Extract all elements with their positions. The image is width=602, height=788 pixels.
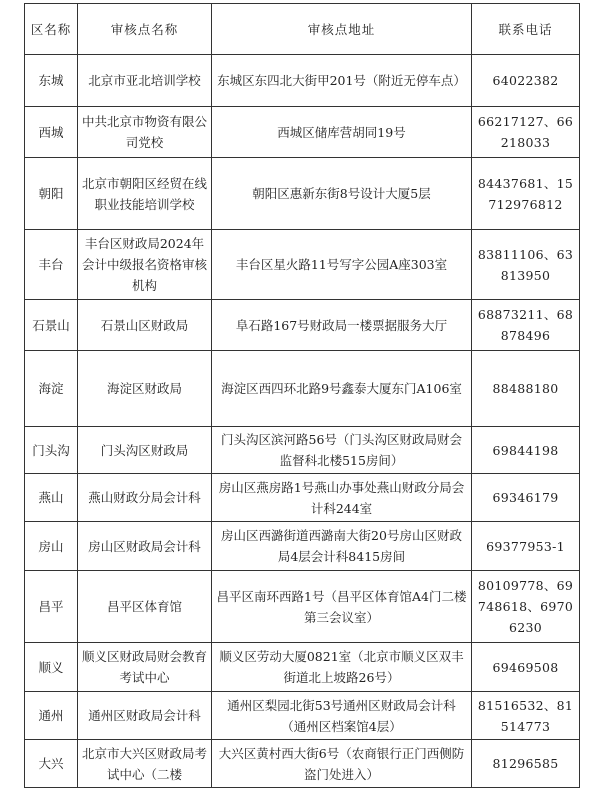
table-row — [25, 351, 580, 427]
district-cell: 西城 — [25, 107, 78, 158]
header-phone: 联系电话 — [472, 4, 580, 55]
site-cell: 北京市朝阳区经贸在线职业技能培训学校 — [78, 158, 212, 230]
phone-cell: 69469508 — [472, 643, 580, 692]
address-cell: 昌平区南环西路1号（昌平区体育馆A4门二楼第三会议室） — [212, 571, 472, 643]
site-cell: 顺义区财政局财会教育考试中心 — [78, 643, 212, 692]
phone-cell: 69844198 — [472, 427, 580, 474]
phone-cell: 69346179 — [472, 474, 580, 522]
table-row — [25, 643, 580, 692]
district-cell: 丰台 — [25, 230, 78, 300]
site-cell: 燕山财政分局会计科 — [78, 474, 212, 522]
phone-cell: 88488180 — [472, 351, 580, 427]
site-cell: 通州区财政局会计科 — [78, 692, 212, 740]
table-row — [25, 230, 580, 300]
address-cell: 顺义区劳动大厦0821室（北京市顺义区双丰街道北上坡路26号） — [212, 643, 472, 692]
header-site: 审核点名称 — [78, 4, 212, 55]
phone-cell: 80109778、69748618、69706230 — [472, 571, 580, 643]
address-cell: 阜石路167号财政局一楼票据服务大厅 — [212, 300, 472, 351]
address-cell: 西城区储库营胡同19号 — [212, 107, 472, 158]
district-cell: 门头沟 — [25, 427, 78, 474]
table-row — [25, 158, 580, 230]
district-cell: 房山 — [25, 522, 78, 571]
address-cell: 房山区西潞街道西潞南大街20号房山区财政局4层会计科8415房间 — [212, 522, 472, 571]
table-row — [25, 692, 580, 740]
site-cell: 北京市大兴区财政局考试中心（二楼 — [78, 740, 212, 788]
phone-cell: 69377953-1 — [472, 522, 580, 571]
site-cell: 中共北京市物资有限公司党校 — [78, 107, 212, 158]
phone-cell: 64022382 — [472, 55, 580, 107]
site-cell: 丰台区财政局2024年会计中级报名资格审核机构 — [78, 230, 212, 300]
site-cell: 房山区财政局会计科 — [78, 522, 212, 571]
table-row — [25, 740, 580, 788]
table-row — [25, 474, 580, 522]
table-row — [25, 107, 580, 158]
district-cell: 东城 — [25, 55, 78, 107]
address-cell: 丰台区星火路11号写字公园A座303室 — [212, 230, 472, 300]
phone-cell: 66217127、66218033 — [472, 107, 580, 158]
address-cell: 房山区燕房路1号燕山办事处燕山财政分局会计科244室 — [212, 474, 472, 522]
district-cell: 顺义 — [25, 643, 78, 692]
district-cell: 海淀 — [25, 351, 78, 427]
phone-cell: 83811106、63813950 — [472, 230, 580, 300]
table-row — [25, 571, 580, 643]
table-row — [25, 55, 580, 107]
phone-cell: 84437681、15712976812 — [472, 158, 580, 230]
audit-site-table-container — [24, 3, 579, 788]
district-cell: 燕山 — [25, 474, 78, 522]
district-cell: 朝阳 — [25, 158, 78, 230]
phone-cell: 68873211、68878496 — [472, 300, 580, 351]
table-row — [25, 300, 580, 351]
district-cell: 通州 — [25, 692, 78, 740]
site-cell: 北京市亚北培训学校 — [78, 55, 212, 107]
header-district: 区名称 — [25, 4, 78, 55]
audit-site-table — [24, 3, 580, 788]
district-cell: 昌平 — [25, 571, 78, 643]
phone-cell: 81516532、81514773 — [472, 692, 580, 740]
address-cell: 东城区东四北大街甲201号（附近无停车点） — [212, 55, 472, 107]
address-cell: 门头沟区滨河路56号（门头沟区财政局财会监督科北楼515房间） — [212, 427, 472, 474]
site-cell: 昌平区体育馆 — [78, 571, 212, 643]
header-address: 审核点地址 — [212, 4, 472, 55]
address-cell: 大兴区黄村西大街6号（农商银行正门西侧防盗门处进入） — [212, 740, 472, 788]
table-row — [25, 522, 580, 571]
address-cell: 朝阳区惠新东街8号设计大厦5层 — [212, 158, 472, 230]
district-cell: 大兴 — [25, 740, 78, 788]
phone-cell: 81296585 — [472, 740, 580, 788]
site-cell: 海淀区财政局 — [78, 351, 212, 427]
address-cell: 通州区梨园北街53号通州区财政局会计科（通州区档案馆4层） — [212, 692, 472, 740]
table-header-row — [25, 4, 580, 55]
table-row — [25, 427, 580, 474]
site-cell: 石景山区财政局 — [78, 300, 212, 351]
district-cell: 石景山 — [25, 300, 78, 351]
site-cell: 门头沟区财政局 — [78, 427, 212, 474]
address-cell: 海淀区西四环北路9号鑫泰大厦东门A106室 — [212, 351, 472, 427]
